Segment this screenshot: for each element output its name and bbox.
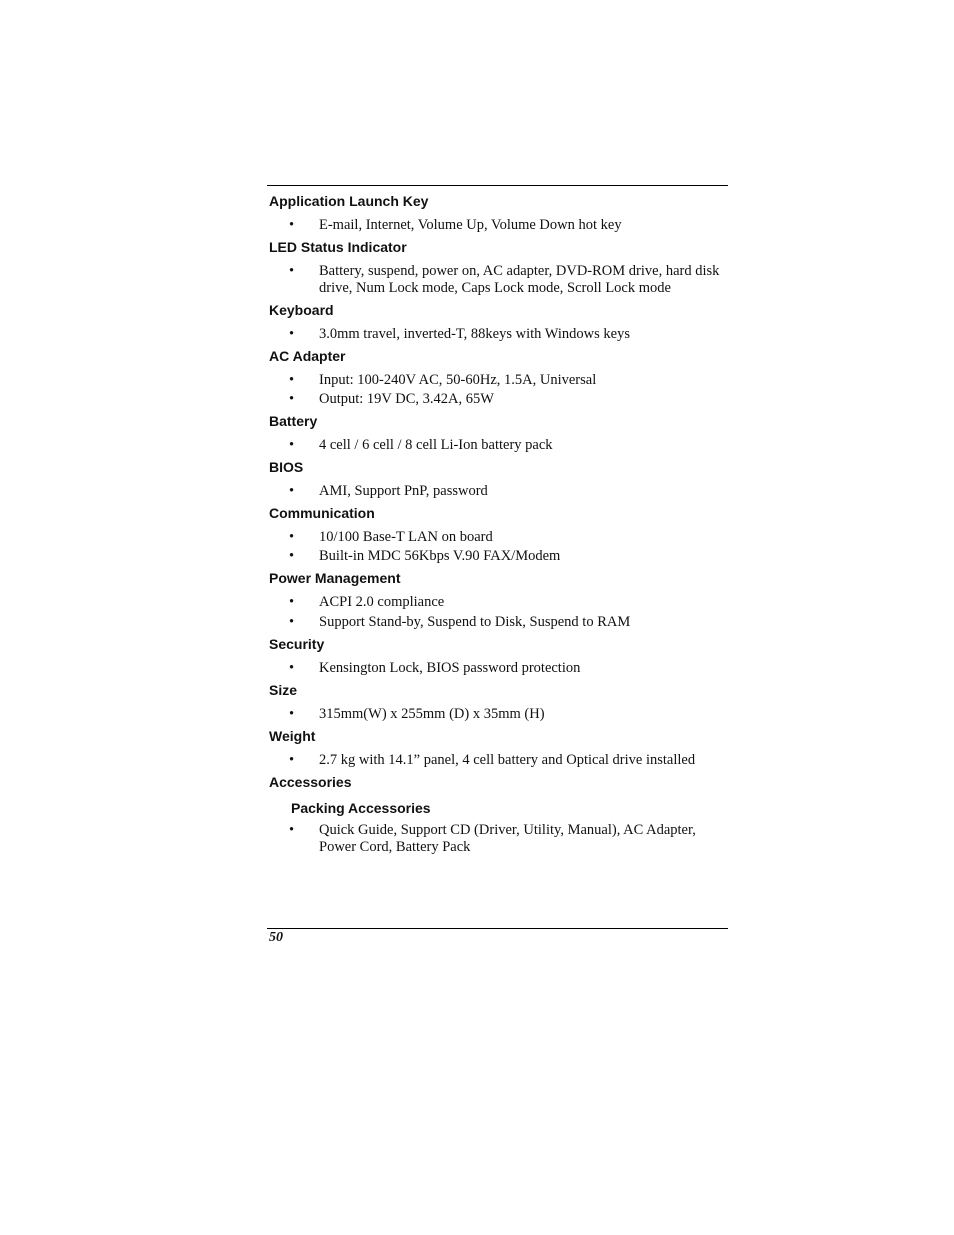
section-led-status-indicator [269, 239, 729, 297]
subsection-heading: Packing Accessories [291, 800, 431, 816]
bullet-icon: • [289, 706, 295, 722]
section-heading: BIOS [269, 459, 304, 475]
list-item: • Output: 19V DC, 3.42A, 65W [289, 391, 494, 407]
section-heading: Accessories [269, 774, 352, 790]
section-heading: Application Launch Key [269, 193, 429, 209]
spec-content [269, 193, 729, 856]
section-power-management [269, 570, 729, 631]
page-number: 50 [269, 930, 283, 945]
section-weight [269, 728, 729, 769]
list-item: • 2.7 kg with 14.1” panel, 4 cell battery and Optical drive installed [289, 752, 696, 768]
bullet-icon: • [289, 483, 295, 499]
section-bios [269, 459, 729, 500]
subsection-packing-accessories [269, 800, 729, 856]
list-item: • Quick Guide, Support CD (Driver, Utility, Manual), AC Adapter, Power Cord, Battery Pack [289, 822, 696, 855]
section-ac-adapter [269, 348, 729, 408]
bullet-icon: • [289, 437, 295, 453]
bullet-icon: • [289, 548, 295, 564]
bullet-icon: • [289, 614, 295, 630]
bullet-icon: • [289, 822, 295, 838]
list-item: • 4 cell / 6 cell / 8 cell Li-Ion battery pack [289, 437, 553, 453]
list-item: • 10/100 Base-T LAN on board [289, 529, 493, 545]
section-heading: Power Management [269, 570, 401, 586]
list-item: • Support Stand-by, Suspend to Disk, Suspend to RAM [289, 614, 631, 630]
section-size [269, 682, 729, 723]
bullet-icon: • [289, 326, 295, 342]
section-accessories [269, 774, 729, 791]
bullet-icon: • [289, 752, 295, 768]
bullet-icon: • [289, 391, 295, 407]
list-item: • Kensington Lock, BIOS password protection [289, 660, 581, 676]
bullet-icon: • [289, 372, 295, 388]
list-item: • 3.0mm travel, inverted-T, 88keys with Windows keys [289, 326, 630, 342]
footer-rule [267, 928, 728, 929]
section-heading: Security [269, 636, 325, 652]
bullet-icon: • [289, 660, 295, 676]
section-heading: Communication [269, 505, 375, 521]
list-item: • E-mail, Internet, Volume Up, Volume Down hot key [289, 217, 622, 233]
section-security [269, 636, 729, 677]
section-keyboard [269, 302, 729, 343]
section-heading: Keyboard [269, 302, 334, 318]
bullet-icon: • [289, 594, 295, 610]
section-application-launch-key [269, 193, 729, 234]
section-heading: Size [269, 682, 298, 698]
section-battery [269, 413, 729, 454]
bullet-icon: • [289, 529, 295, 545]
section-heading: LED Status Indicator [269, 239, 407, 255]
bullet-icon: • [289, 217, 295, 233]
list-item: • 315mm(W) x 255mm (D) x 35mm (H) [289, 706, 545, 722]
section-communication [269, 505, 729, 565]
section-heading: Battery [269, 413, 318, 429]
header-rule [267, 185, 728, 186]
list-item: • Battery, suspend, power on, AC adapter, DVD-ROM drive, hard disk drive, Num Lock mode, Caps Lock mode, Scroll Lock mode [289, 263, 720, 296]
list-item: • ACPI 2.0 compliance [289, 594, 445, 610]
section-heading: AC Adapter [269, 348, 346, 364]
list-item: • Input: 100-240V AC, 50-60Hz, 1.5A, Universal [289, 372, 597, 388]
list-item: • AMI, Support PnP, password [289, 483, 488, 499]
list-item: • Built-in MDC 56Kbps V.90 FAX/Modem [289, 548, 561, 564]
section-heading: Weight [269, 728, 316, 744]
bullet-icon: • [289, 263, 295, 279]
